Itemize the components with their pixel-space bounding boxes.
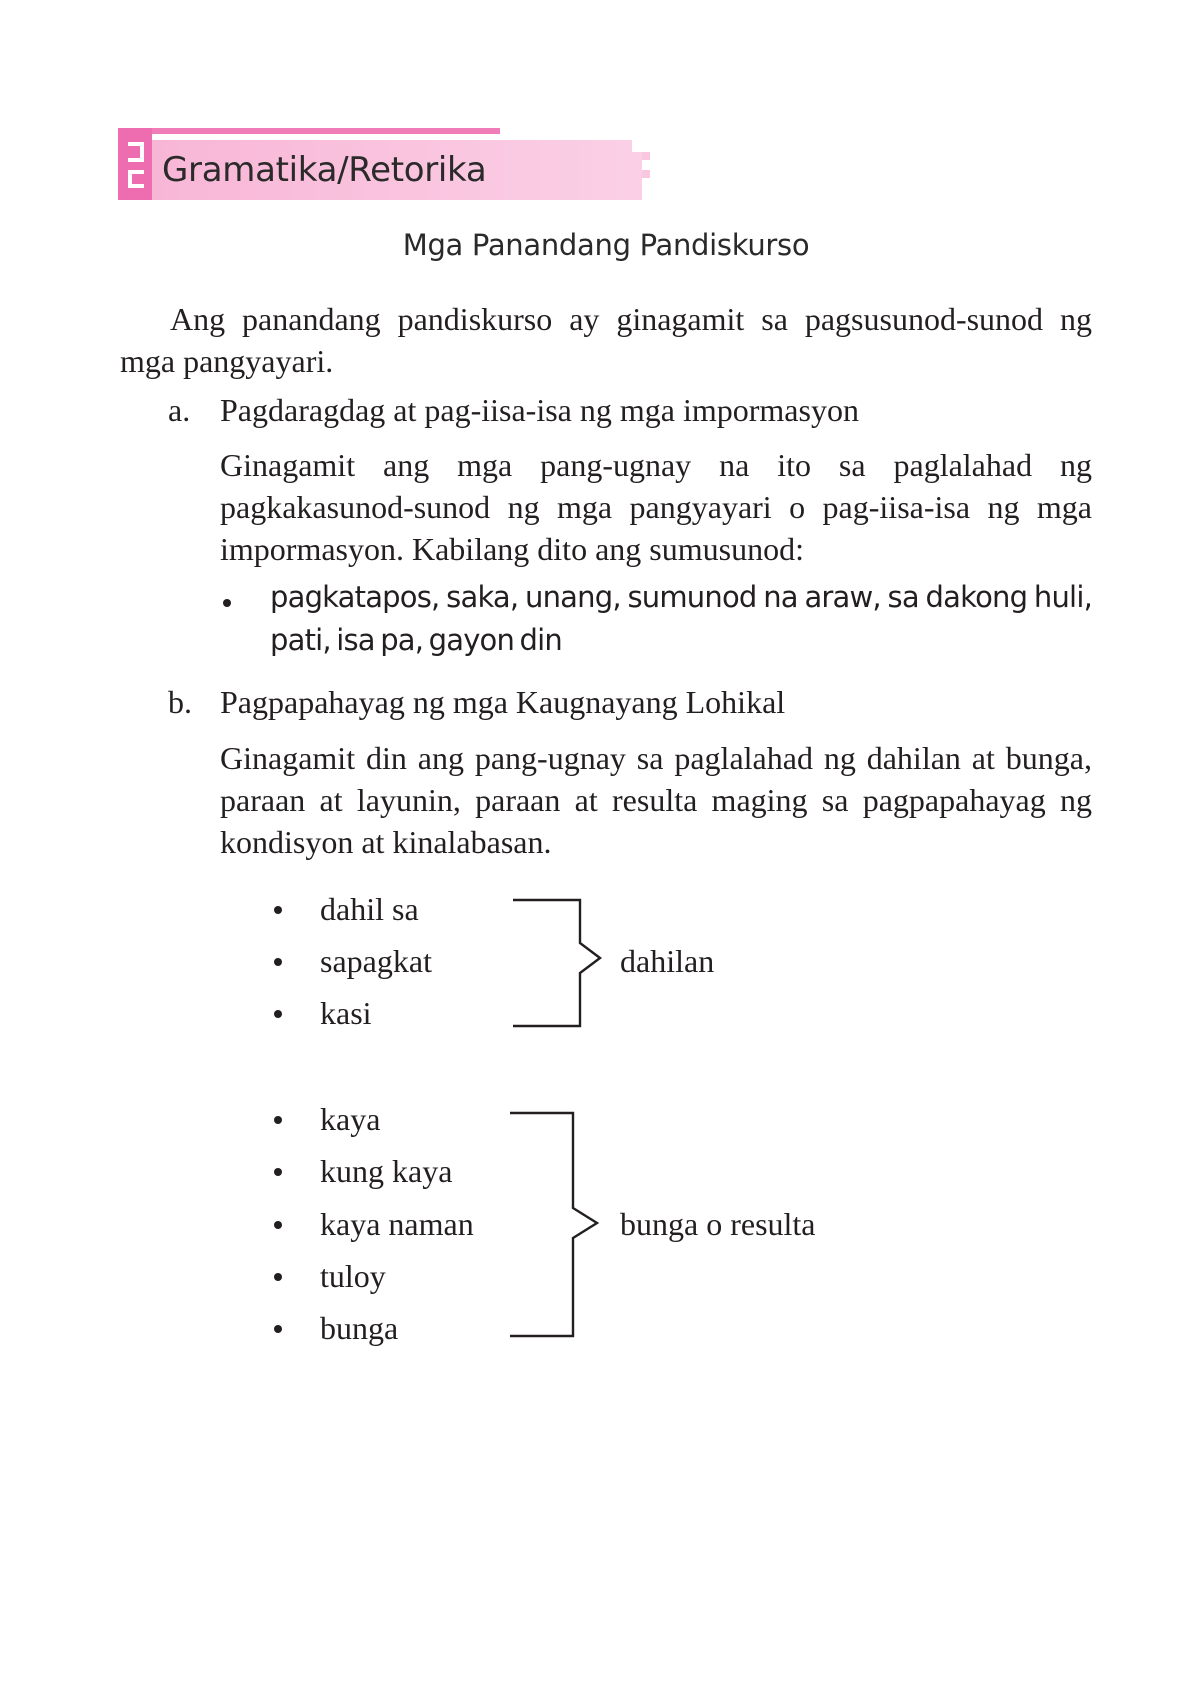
item-a-bullet-line1: pagkatapos, saka, unang, sumunod na araw, sa dakong huli, [270,580,1092,614]
group1-word: sapagkat [320,943,432,979]
intro-paragraph: Ang panandang pandiskurso ay ginagamit sa pagsusunod-sunod ng mga pangyayari. [120,301,1092,379]
item-b-marker: b. [168,684,192,720]
item-a-body: Ginagamit ang mga pang-ugnay na ito sa paglalahad ng pagkakasunod-sunod ng mga pangyayari o pag-iisa-isa ng mga impormasyon. Kabilang dito ang sumusunod: [220,447,1092,567]
group2-word: kaya naman [320,1206,474,1242]
group1-bracket [513,900,600,1026]
page-subtitle: Mga Panandang Pandiskurso [402,228,810,262]
item-a-heading: Pagdaragdag at pag-iisa-isa ng mga impormasyon [220,392,859,428]
item-b-heading: Pagpapahayag ng mga Kaugnayang Lohikal [220,684,786,720]
group1-word: dahil sa [320,891,419,927]
banner-title: Gramatika/Retorika [162,150,487,190]
group2-word: tuloy [320,1258,386,1294]
item-b-body: Ginagamit din ang pang-ugnay sa paglalahad ng dahilan at bunga, paraan at layunin, paraan at resulta maging sa pagpapahayag ng kondisyon at kinalabasan. [220,740,1092,860]
group1-word: kasi [320,995,372,1031]
group2-bracket [510,1113,597,1336]
item-a-marker: a. [168,392,191,428]
group1-label: dahilan [620,943,715,979]
group2-word: kaya [320,1101,381,1137]
item-a-bullet-line2: pati, isa pa, gayon din [270,623,562,657]
group2-label: bunga o resulta [620,1206,816,1242]
group2-word: kung kaya [320,1153,453,1189]
group2-word: bunga [320,1310,399,1346]
